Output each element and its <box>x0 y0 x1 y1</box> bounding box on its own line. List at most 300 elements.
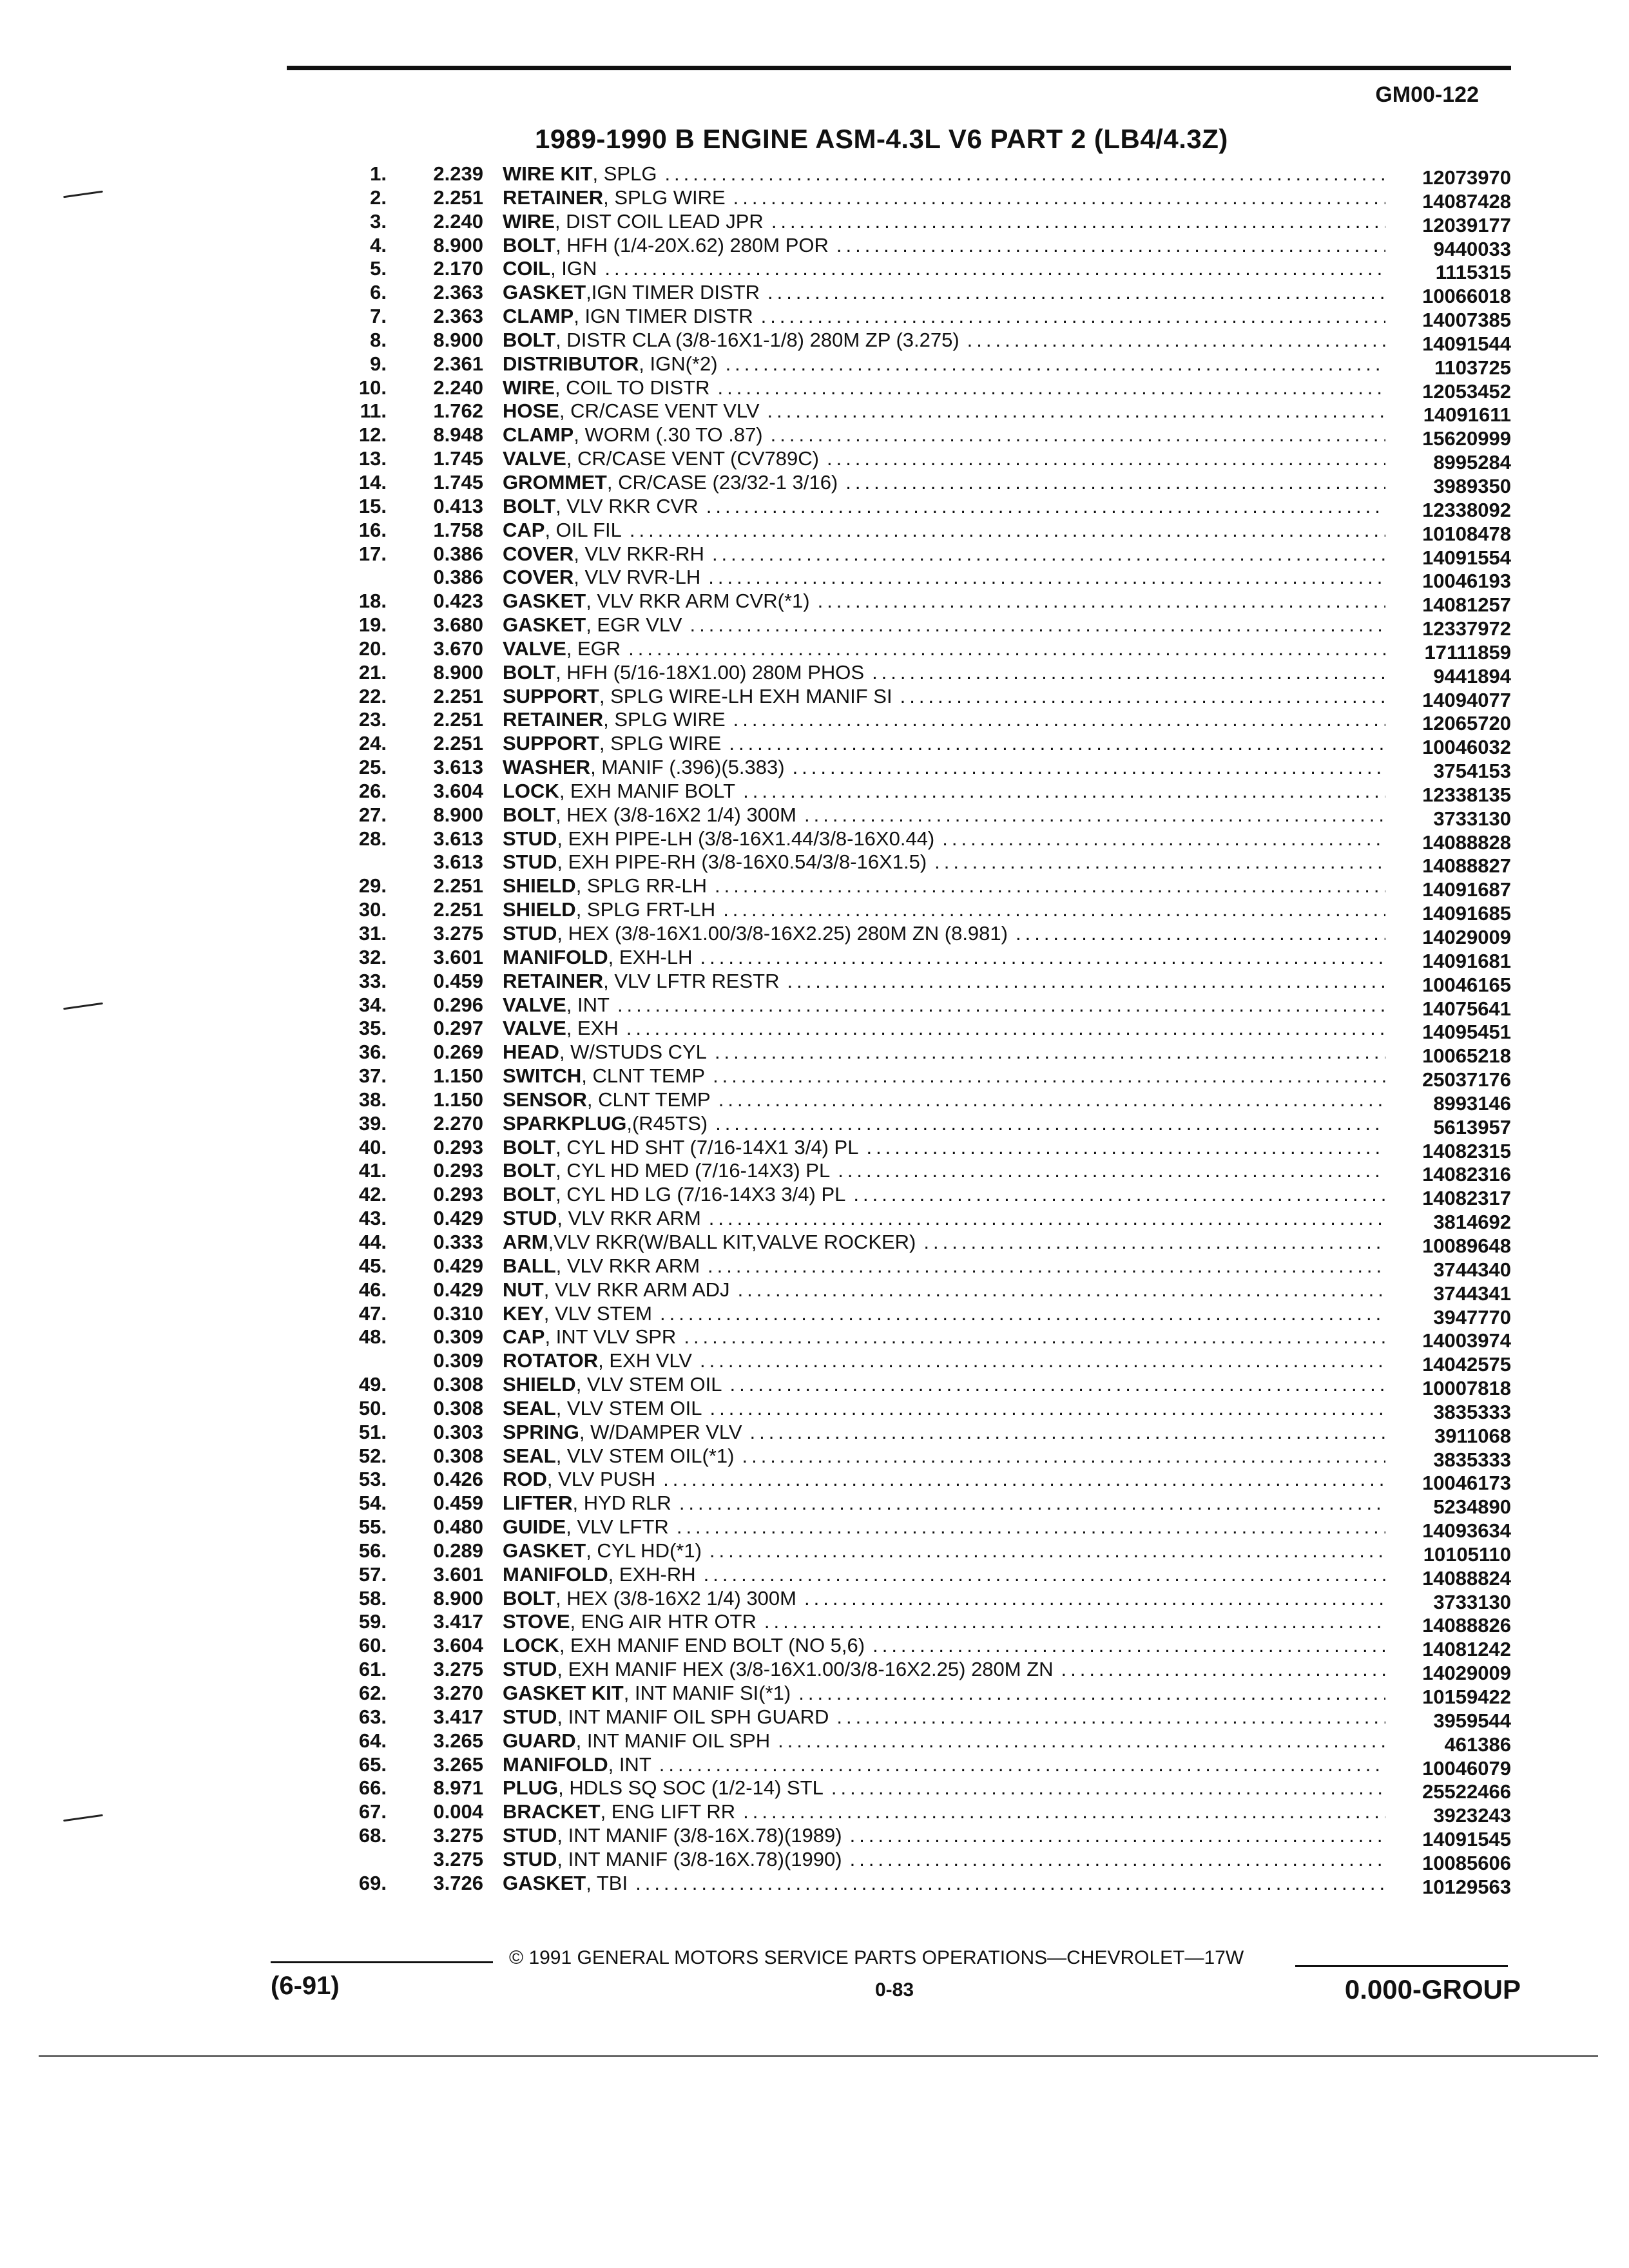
part-number: 10129563 <box>1422 1875 1511 1898</box>
part-row <box>322 613 1511 640</box>
leader-dots <box>865 1634 1385 1657</box>
group-number: 0.426 <box>433 1468 483 1491</box>
item-number: 61. <box>358 1658 387 1681</box>
group-number: 1.150 <box>433 1064 483 1088</box>
part-detail: , EXH PIPE-LH (3/8-16X1.44/3/8-16X0.44) <box>557 827 935 850</box>
group-number: 0.459 <box>433 969 483 992</box>
part-description <box>503 423 1385 447</box>
part-description <box>503 994 1385 1017</box>
leader-dots <box>622 519 1385 542</box>
group-number: 0.413 <box>433 494 483 517</box>
part-detail: , IGN TIMER DISTR <box>574 305 753 328</box>
part-row <box>322 732 1511 759</box>
part-row <box>322 1610 1511 1637</box>
part-name: BOLT <box>503 1159 556 1182</box>
group-number: 1.745 <box>433 447 483 470</box>
part-name: STUD <box>503 1658 557 1681</box>
item-number: 46. <box>358 1278 387 1301</box>
part-number: 10065218 <box>1422 1044 1511 1068</box>
group-number: 3.613 <box>433 756 483 779</box>
part-description <box>503 922 1385 945</box>
part-name: ROD <box>503 1468 547 1491</box>
part-row <box>322 447 1511 474</box>
part-description <box>503 543 1385 566</box>
leader-dots <box>785 756 1385 779</box>
margin-mark <box>63 191 103 198</box>
part-name: SPARKPLUG <box>503 1111 627 1135</box>
leader-dots <box>621 637 1385 660</box>
part-description <box>503 210 1385 233</box>
group-number: 8.971 <box>433 1776 483 1800</box>
part-number: 14082317 <box>1422 1187 1511 1210</box>
leader-dots <box>702 1539 1385 1562</box>
leader-dots <box>699 495 1385 518</box>
item-number: 47. <box>358 1302 387 1325</box>
part-row <box>322 590 1511 617</box>
part-row <box>322 328 1511 355</box>
part-detail: , EXH VLV <box>598 1349 692 1372</box>
part-detail: , COIL TO DISTR <box>554 376 710 399</box>
part-name: VALVE <box>503 447 566 470</box>
part-number: 3923243 <box>1433 1804 1511 1827</box>
leader-dots <box>657 162 1385 186</box>
part-row <box>322 542 1511 569</box>
item-number: 66. <box>358 1776 387 1800</box>
part-name: VALVE <box>503 637 566 660</box>
item-number: 48. <box>358 1325 387 1349</box>
part-number: 3835333 <box>1433 1448 1511 1471</box>
part-detail: , INT MANIF OIL SPH <box>575 1729 771 1752</box>
part-detail: , EGR VLV <box>586 613 682 637</box>
part-row <box>322 1729 1511 1756</box>
part-row <box>322 1325 1511 1352</box>
item-number: 38. <box>358 1088 387 1111</box>
group-number: 3.670 <box>433 637 483 660</box>
leader-dots <box>735 1800 1385 1823</box>
item-number: 29. <box>358 874 387 898</box>
part-name: SPRING <box>503 1420 579 1443</box>
part-description <box>503 566 1385 589</box>
leader-dots <box>916 1231 1385 1254</box>
part-name: STUD <box>503 1824 557 1847</box>
part-detail: , INT VLV SPR <box>545 1325 677 1349</box>
part-name: BALL <box>503 1254 556 1277</box>
group-number: 0.308 <box>433 1373 483 1396</box>
leader-dots <box>845 1183 1385 1206</box>
part-description <box>503 1658 1385 1681</box>
part-number: 14091611 <box>1423 403 1511 427</box>
group-number: 2.239 <box>433 162 483 185</box>
part-name: GASKET <box>503 1871 586 1894</box>
group-number: 2.251 <box>433 186 483 209</box>
leader-dots <box>927 850 1385 874</box>
part-row <box>322 519 1511 543</box>
part-name: LIFTER <box>503 1492 573 1515</box>
item-number: 17. <box>358 542 387 565</box>
item-number: 43. <box>358 1207 387 1230</box>
group-number: 2.251 <box>433 708 483 731</box>
group-number: 3.604 <box>433 1634 483 1657</box>
part-description <box>503 329 1385 352</box>
part-row <box>322 1515 1511 1542</box>
leader-dots <box>763 423 1385 447</box>
part-number: 10108478 <box>1422 522 1511 545</box>
part-name: ROTATOR <box>503 1349 599 1372</box>
part-detail: , INT <box>608 1753 651 1776</box>
leader-dots <box>710 376 1385 399</box>
part-number: 3744340 <box>1433 1258 1511 1281</box>
part-detail: , INT <box>566 993 610 1016</box>
part-detail: , EXH MANIF HEX (3/8-16X1.00/3/8-16X2.25) 280M ZN <box>557 1658 1054 1681</box>
part-detail: , HFH (5/16-18X1.00) 280M PHOS <box>555 660 865 684</box>
leader-dots <box>711 1088 1385 1111</box>
part-description <box>503 1017 1385 1040</box>
part-detail: , MANIF (.396)(5.383) <box>590 756 785 779</box>
part-name: SWITCH <box>503 1064 582 1088</box>
leader-dots <box>655 1468 1385 1491</box>
part-row <box>322 1064 1511 1091</box>
part-row <box>322 1824 1511 1851</box>
group-number: 1.762 <box>433 399 483 423</box>
part-detail: , VLV STEM OIL(*1) <box>555 1444 735 1467</box>
part-name: LOCK <box>503 779 559 802</box>
part-detail: , OIL FIL <box>545 518 622 541</box>
part-row <box>322 922 1511 946</box>
item-number: 19. <box>358 613 387 637</box>
part-row <box>322 1800 1511 1827</box>
leader-dots <box>864 661 1385 684</box>
part-description <box>503 1610 1385 1633</box>
leader-dots <box>892 685 1385 708</box>
part-number: 14042575 <box>1422 1353 1511 1376</box>
page-number: 0-83 <box>875 1979 914 2001</box>
part-name: GROMMET <box>503 470 607 494</box>
part-row <box>322 162 1511 189</box>
part-detail: , CR/CASE VENT (CV789C) <box>566 447 819 470</box>
part-number: 3947770 <box>1433 1305 1511 1329</box>
leader-dots <box>796 803 1385 827</box>
margin-mark <box>63 1814 103 1822</box>
part-name: GASKET <box>503 613 586 637</box>
leader-dots <box>701 1207 1385 1230</box>
leader-dots <box>597 257 1385 280</box>
part-name: SHIELD <box>503 898 576 921</box>
part-row <box>322 566 1511 593</box>
leader-dots <box>760 399 1385 423</box>
part-description <box>503 590 1385 613</box>
part-description <box>503 1800 1385 1823</box>
part-name: RETAINER <box>503 186 604 209</box>
part-name: RETAINER <box>503 708 604 731</box>
part-description <box>503 756 1385 779</box>
part-row <box>322 210 1511 234</box>
part-name: SEAL <box>503 1396 556 1419</box>
part-row <box>322 1421 1511 1445</box>
document-code: GM00-122 <box>1375 82 1479 107</box>
item-number: 68. <box>358 1824 387 1847</box>
part-number: 25522466 <box>1422 1780 1511 1803</box>
leader-dots <box>791 1682 1385 1705</box>
part-row <box>322 495 1511 519</box>
leader-dots <box>671 1492 1385 1515</box>
group-number: 1.745 <box>433 470 483 494</box>
part-number: 10066018 <box>1422 285 1511 308</box>
part-description <box>503 186 1385 209</box>
part-description <box>503 850 1385 874</box>
part-name: MANIFOLD <box>503 1562 608 1586</box>
part-detail: , HEX (3/8-16X2 1/4) 300M <box>555 1586 796 1610</box>
bottom-rule <box>39 2055 1598 2057</box>
part-number: 1115315 <box>1435 261 1511 284</box>
part-number: 14088826 <box>1422 1614 1511 1637</box>
part-number: 10046079 <box>1422 1756 1511 1780</box>
item-number: 27. <box>358 803 387 826</box>
item-number: 45. <box>358 1254 387 1277</box>
group-number: 2.251 <box>433 898 483 921</box>
part-description <box>503 780 1385 803</box>
part-row <box>322 1587 1511 1611</box>
item-number: 1. <box>370 162 387 185</box>
part-detail: ,IGN TIMER DISTR <box>586 281 760 304</box>
parts-list <box>322 162 1511 1896</box>
part-row <box>322 827 1511 854</box>
part-row <box>322 1468 1511 1495</box>
leader-dots <box>757 1610 1385 1633</box>
part-number: 3959544 <box>1433 1709 1511 1732</box>
group-number: 8.900 <box>433 803 483 826</box>
part-detail: , SPLG WIRE <box>603 186 726 209</box>
part-description <box>503 1136 1385 1159</box>
group-number: 2.251 <box>433 874 483 898</box>
item-number: 58. <box>358 1586 387 1610</box>
part-row <box>322 1776 1511 1803</box>
item-number: 57. <box>358 1562 387 1586</box>
part-description <box>503 257 1385 280</box>
part-number: 9441894 <box>1433 664 1511 687</box>
part-number: 3733130 <box>1433 807 1511 830</box>
item-number: 33. <box>358 969 387 992</box>
part-number: 3835333 <box>1433 1400 1511 1423</box>
group-number: 0.297 <box>433 1017 483 1040</box>
part-row <box>322 1848 1511 1872</box>
part-description <box>503 1515 1385 1539</box>
part-description <box>503 708 1385 731</box>
part-name: CAP <box>503 518 545 541</box>
part-number: 14091545 <box>1422 1828 1511 1851</box>
leader-dots <box>726 186 1385 209</box>
footer-rule-right <box>1295 1965 1508 1967</box>
item-number: 4. <box>370 233 387 256</box>
part-name: WIRE <box>503 209 555 233</box>
leader-dots <box>718 352 1385 376</box>
part-name: COVER <box>503 542 574 565</box>
item-number: 21. <box>358 660 387 684</box>
part-row <box>322 1539 1511 1566</box>
part-row <box>322 1041 1511 1068</box>
part-detail: , IGN <box>550 257 597 280</box>
part-name: WASHER <box>503 756 591 779</box>
part-detail: , VLV STEM <box>543 1302 652 1325</box>
part-row <box>322 970 1511 994</box>
part-detail: , CYL HD SHT (7/16-14X1 3/4) PL <box>555 1135 859 1158</box>
item-number: 51. <box>358 1420 387 1443</box>
part-row <box>322 186 1511 213</box>
leader-dots <box>760 281 1385 304</box>
part-row <box>322 305 1511 332</box>
part-number: 10159422 <box>1422 1686 1511 1708</box>
group-number: 2.361 <box>433 352 483 375</box>
group-number: 8.900 <box>433 1586 483 1610</box>
item-number: 37. <box>358 1064 387 1088</box>
part-detail: , HEX (3/8-16X2 1/4) 300M <box>555 803 796 826</box>
part-description <box>503 661 1385 684</box>
leader-dots <box>693 946 1385 969</box>
part-row <box>322 898 1511 925</box>
part-name: GUARD <box>503 1729 576 1752</box>
part-detail: , DISTR CLA (3/8-16X1-1/8) 280M ZP (3.275) <box>555 328 959 351</box>
part-number: 8993146 <box>1433 1091 1511 1115</box>
part-row <box>322 1682 1511 1706</box>
part-number: 14095451 <box>1422 1021 1511 1044</box>
group-number: 0.309 <box>433 1349 483 1372</box>
part-description <box>503 1302 1385 1325</box>
item-number: 35. <box>358 1017 387 1040</box>
leader-dots <box>610 994 1385 1017</box>
part-name: LOCK <box>503 1634 559 1657</box>
part-row <box>322 399 1511 427</box>
item-number: 44. <box>358 1230 387 1253</box>
revision-date: (6-91) <box>271 1972 340 2000</box>
item-number: 25. <box>358 756 387 779</box>
part-number: 14088828 <box>1422 831 1511 854</box>
part-number: 12338135 <box>1422 783 1511 806</box>
part-name: BOLT <box>503 1135 556 1158</box>
part-name: STOVE <box>503 1610 570 1633</box>
item-number: 39. <box>358 1111 387 1135</box>
part-description <box>503 732 1385 755</box>
item-number: 2. <box>370 186 387 209</box>
part-detail: , EXH-RH <box>608 1562 696 1586</box>
part-name: GASKET <box>503 590 586 613</box>
item-number: 22. <box>358 684 387 707</box>
part-number: 10089648 <box>1422 1234 1511 1257</box>
part-number: 5234890 <box>1433 1495 1511 1519</box>
item-number: 40. <box>358 1135 387 1158</box>
item-number: 31. <box>358 922 387 945</box>
leader-dots <box>700 1254 1385 1278</box>
group-number: 0.293 <box>433 1135 483 1158</box>
group-number: 0.293 <box>433 1183 483 1206</box>
part-name: GASKET <box>503 281 586 304</box>
part-description <box>503 1183 1385 1206</box>
part-row <box>322 708 1511 735</box>
part-detail: , W/STUDS CYL <box>559 1041 707 1064</box>
part-number: 3754153 <box>1433 760 1511 783</box>
part-row <box>322 1230 1511 1257</box>
group-number: 0.303 <box>433 1420 483 1443</box>
group-number: 2.363 <box>433 281 483 304</box>
part-detail: , VLV LFTR RESTR <box>603 969 780 992</box>
part-name: CLAMP <box>503 423 574 447</box>
part-row <box>322 637 1511 664</box>
part-description <box>503 1753 1385 1776</box>
part-detail: , SPLG <box>592 162 657 185</box>
part-description <box>503 519 1385 542</box>
part-row <box>322 661 1511 685</box>
item-number: 50. <box>358 1396 387 1419</box>
group-number: 8.900 <box>433 660 483 684</box>
part-description <box>503 898 1385 921</box>
part-description <box>503 1824 1385 1847</box>
part-row <box>322 1088 1511 1115</box>
part-detail: , VLV STEM OIL <box>575 1373 722 1396</box>
leader-dots <box>742 1421 1386 1444</box>
item-number: 6. <box>370 281 387 304</box>
part-description <box>503 1373 1385 1396</box>
group-number: 3.275 <box>433 1658 483 1681</box>
group-number: 0.480 <box>433 1515 483 1539</box>
part-name: CAP <box>503 1325 545 1349</box>
leader-dots <box>704 543 1385 566</box>
part-description <box>503 1064 1385 1088</box>
leader-dots <box>810 590 1385 613</box>
group-number: 1.758 <box>433 518 483 541</box>
part-row <box>322 993 1511 1020</box>
group-number: 8.900 <box>433 233 483 256</box>
leader-dots <box>721 732 1385 755</box>
leader-dots <box>959 329 1385 352</box>
part-name: GASKET <box>503 1539 586 1562</box>
part-detail: , EXH PIPE-RH (3/8-16X0.54/3/8-16X1.5) <box>557 850 927 874</box>
part-detail: , SPLG FRT-LH <box>575 898 716 921</box>
part-description <box>503 1634 1385 1657</box>
part-row <box>322 1136 1511 1160</box>
copyright-notice: © 1991 GENERAL MOTORS SERVICE PARTS OPERATIONS—CHEVROLET—17W <box>509 1947 1244 1968</box>
item-number: 34. <box>358 993 387 1016</box>
item-number: 24. <box>358 732 387 755</box>
part-row <box>322 281 1511 308</box>
item-number: 60. <box>358 1634 387 1657</box>
group-number: 3.601 <box>433 945 483 968</box>
item-number: 67. <box>358 1800 387 1823</box>
item-number: 15. <box>358 494 387 517</box>
part-row <box>322 1183 1511 1210</box>
part-row <box>322 1207 1511 1234</box>
part-row <box>322 1278 1511 1305</box>
part-description <box>503 1088 1385 1111</box>
part-detail: , CYL HD LG (7/16-14X3 3/4) PL <box>555 1183 846 1206</box>
part-detail: , INT MANIF SI(*1) <box>623 1682 791 1704</box>
part-row <box>322 1705 1511 1732</box>
item-number: 5. <box>370 257 387 280</box>
item-number: 13. <box>358 447 387 470</box>
group-number: 3.604 <box>433 779 483 802</box>
part-name: COVER <box>503 566 574 589</box>
part-description <box>503 970 1385 993</box>
item-number: 41. <box>358 1159 387 1182</box>
group-number: 3.275 <box>433 1824 483 1847</box>
part-name: BOLT <box>503 660 556 684</box>
group-number: 3.613 <box>433 850 483 874</box>
part-name: COIL <box>503 257 551 280</box>
leader-dots <box>770 1729 1385 1753</box>
part-row <box>322 1159 1511 1186</box>
item-number: 53. <box>358 1468 387 1491</box>
part-detail: , CR/CASE VENT VLV <box>559 399 760 423</box>
group-number: 0.308 <box>433 1396 483 1419</box>
part-name: STUD <box>503 1705 557 1728</box>
leader-dots <box>796 1587 1385 1610</box>
